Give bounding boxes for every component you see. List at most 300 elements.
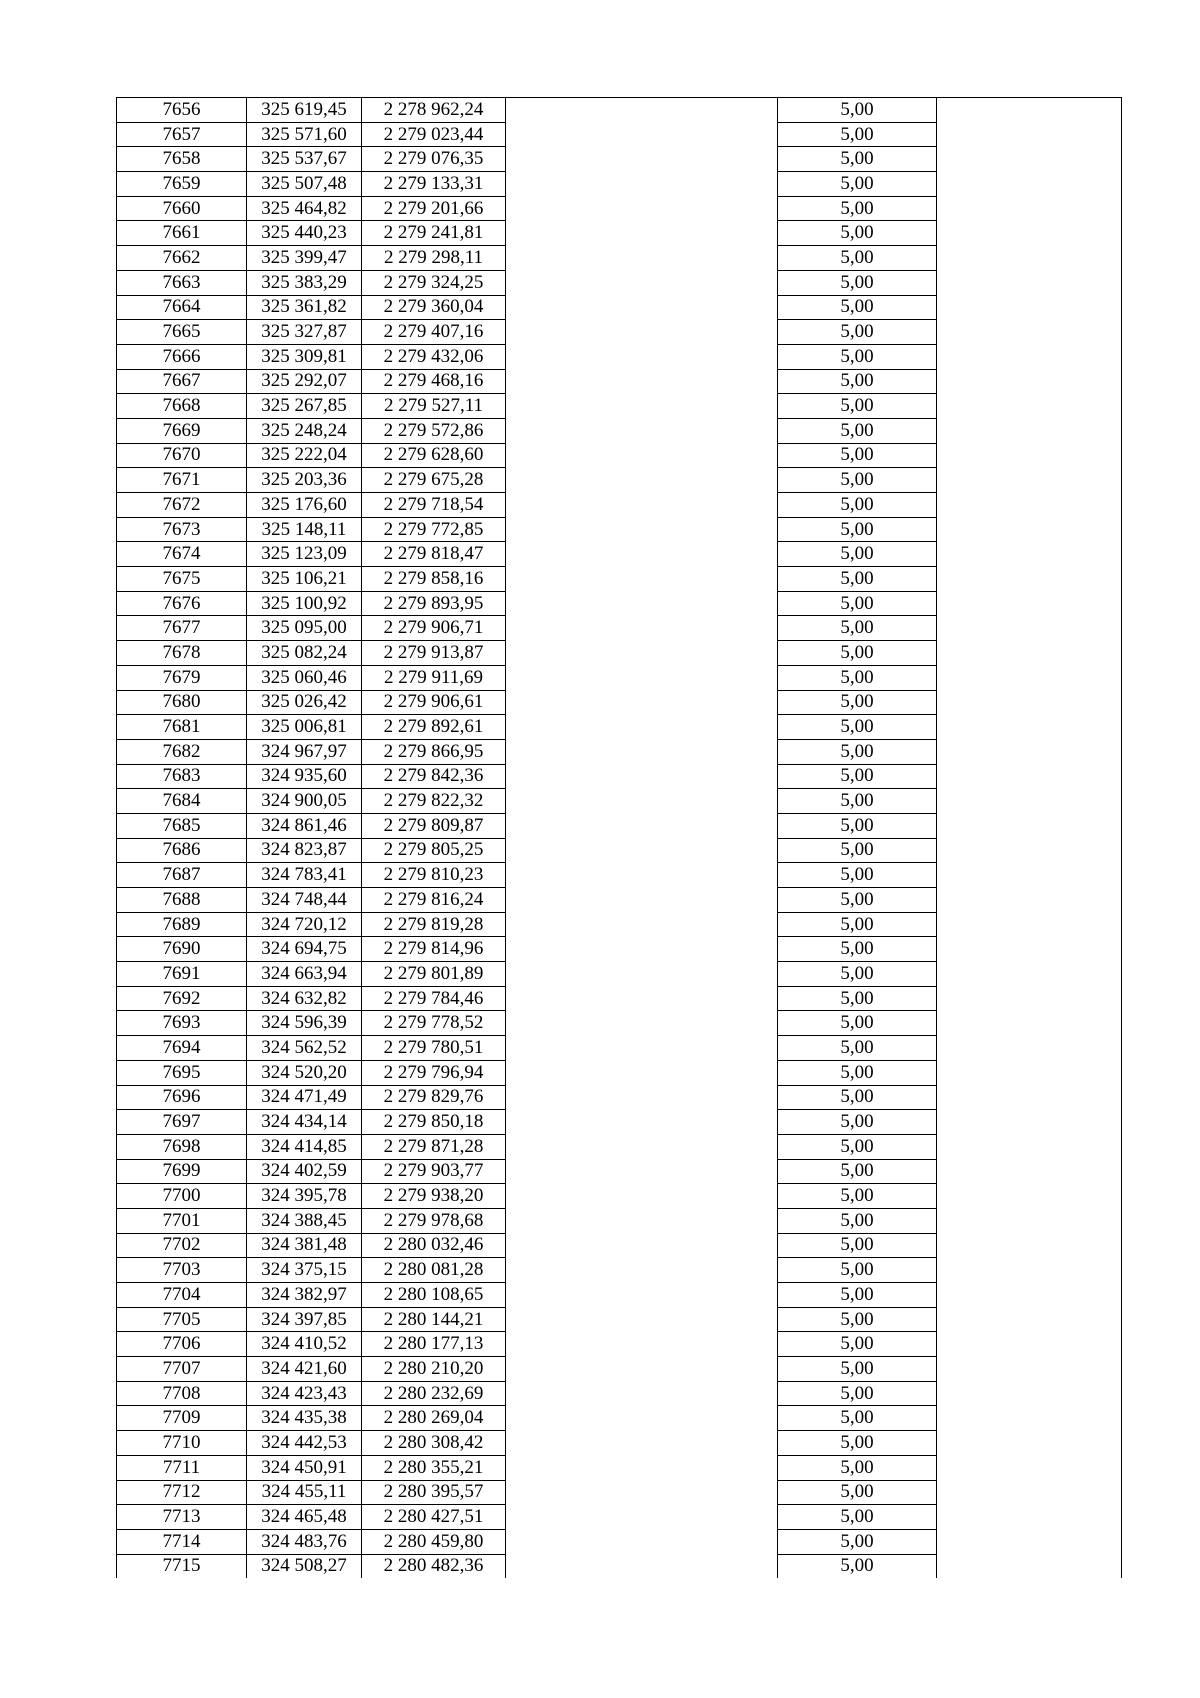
- table-row: [117, 369, 1122, 394]
- table-row: [117, 1159, 1122, 1184]
- x-coordinate-cell: 324 596,39: [247, 1011, 362, 1036]
- blank-cell: [506, 641, 778, 666]
- y-coordinate-cell: 2 279 818,47: [362, 542, 506, 567]
- point-number-cell: 7673: [117, 517, 247, 542]
- x-coordinate-cell: 325 464,82: [247, 196, 362, 221]
- x-coordinate-cell: 324 414,85: [247, 1134, 362, 1159]
- point-number-cell: 7699: [117, 1159, 247, 1184]
- x-coordinate-cell: 324 720,12: [247, 912, 362, 937]
- point-number-cell: 7707: [117, 1357, 247, 1382]
- y-coordinate-cell: 2 279 892,61: [362, 715, 506, 740]
- x-coordinate-cell: 325 203,36: [247, 468, 362, 493]
- table-row: [117, 1431, 1122, 1456]
- point-number-cell: 7686: [117, 838, 247, 863]
- y-coordinate-cell: 2 279 913,87: [362, 641, 506, 666]
- point-number-cell: 7659: [117, 172, 247, 197]
- blank-cell: [506, 344, 778, 369]
- point-number-cell: 7698: [117, 1134, 247, 1159]
- y-coordinate-cell: 2 280 308,42: [362, 1431, 506, 1456]
- blank-cell: [506, 690, 778, 715]
- value-cell: 5,00: [778, 715, 937, 740]
- point-number-cell: 7701: [117, 1208, 247, 1233]
- blank-cell: [506, 1431, 778, 1456]
- point-number-cell: 7702: [117, 1233, 247, 1258]
- value-cell: 5,00: [778, 443, 937, 468]
- table-row: [117, 665, 1122, 690]
- x-coordinate-cell: 324 381,48: [247, 1233, 362, 1258]
- y-coordinate-cell: 2 279 816,24: [362, 888, 506, 913]
- x-coordinate-cell: 324 397,85: [247, 1307, 362, 1332]
- value-cell: 5,00: [778, 1184, 937, 1209]
- y-coordinate-cell: 2 279 201,66: [362, 196, 506, 221]
- x-coordinate-cell: 324 455,11: [247, 1480, 362, 1505]
- value-cell: 5,00: [778, 1455, 937, 1480]
- y-coordinate-cell: 2 280 427,51: [362, 1505, 506, 1530]
- blank-cell: [937, 986, 1122, 1011]
- blank-cell: [937, 517, 1122, 542]
- blank-cell: [937, 1332, 1122, 1357]
- blank-cell: [506, 147, 778, 172]
- x-coordinate-cell: 325 327,87: [247, 320, 362, 345]
- point-number-cell: 7669: [117, 418, 247, 443]
- blank-cell: [937, 172, 1122, 197]
- table-row: [117, 98, 1122, 123]
- y-coordinate-cell: 2 279 858,16: [362, 567, 506, 592]
- blank-cell: [506, 542, 778, 567]
- table-row: [117, 616, 1122, 641]
- value-cell: 5,00: [778, 221, 937, 246]
- blank-cell: [506, 616, 778, 641]
- point-number-cell: 7703: [117, 1258, 247, 1283]
- value-cell: 5,00: [778, 1036, 937, 1061]
- x-coordinate-cell: 324 900,05: [247, 789, 362, 814]
- x-coordinate-cell: 324 783,41: [247, 863, 362, 888]
- value-cell: 5,00: [778, 739, 937, 764]
- blank-cell: [506, 1036, 778, 1061]
- y-coordinate-cell: 2 279 718,54: [362, 493, 506, 518]
- y-coordinate-cell: 2 279 911,69: [362, 665, 506, 690]
- table-row: [117, 690, 1122, 715]
- blank-cell: [937, 1208, 1122, 1233]
- table-row: [117, 221, 1122, 246]
- point-number-cell: 7708: [117, 1381, 247, 1406]
- table-row: [117, 813, 1122, 838]
- value-cell: 5,00: [778, 344, 937, 369]
- blank-cell: [937, 1406, 1122, 1431]
- table-row: [117, 1505, 1122, 1530]
- blank-cell: [506, 1085, 778, 1110]
- value-cell: 5,00: [778, 962, 937, 987]
- blank-cell: [506, 665, 778, 690]
- value-cell: 5,00: [778, 1208, 937, 1233]
- x-coordinate-cell: 325 267,85: [247, 394, 362, 419]
- x-coordinate-cell: 324 508,27: [247, 1554, 362, 1578]
- blank-cell: [937, 764, 1122, 789]
- value-cell: 5,00: [778, 1011, 937, 1036]
- value-cell: 5,00: [778, 418, 937, 443]
- value-cell: 5,00: [778, 1060, 937, 1085]
- blank-cell: [937, 715, 1122, 740]
- point-number-cell: 7714: [117, 1529, 247, 1554]
- blank-cell: [506, 517, 778, 542]
- blank-cell: [506, 270, 778, 295]
- x-coordinate-cell: 325 123,09: [247, 542, 362, 567]
- blank-cell: [937, 493, 1122, 518]
- blank-cell: [506, 567, 778, 592]
- y-coordinate-cell: 2 280 232,69: [362, 1381, 506, 1406]
- x-coordinate-cell: 325 176,60: [247, 493, 362, 518]
- coordinates-table: [116, 97, 1122, 1578]
- value-cell: 5,00: [778, 863, 937, 888]
- blank-cell: [937, 1431, 1122, 1456]
- blank-cell: [937, 1110, 1122, 1135]
- table-row: [117, 863, 1122, 888]
- x-coordinate-cell: 325 100,92: [247, 591, 362, 616]
- blank-cell: [937, 962, 1122, 987]
- y-coordinate-cell: 2 279 822,32: [362, 789, 506, 814]
- value-cell: 5,00: [778, 888, 937, 913]
- table-row: [117, 888, 1122, 913]
- blank-cell: [506, 493, 778, 518]
- point-number-cell: 7713: [117, 1505, 247, 1530]
- blank-cell: [506, 1233, 778, 1258]
- point-number-cell: 7675: [117, 567, 247, 592]
- x-coordinate-cell: 324 410,52: [247, 1332, 362, 1357]
- y-coordinate-cell: 2 279 906,71: [362, 616, 506, 641]
- y-coordinate-cell: 2 279 893,95: [362, 591, 506, 616]
- y-coordinate-cell: 2 279 298,11: [362, 246, 506, 271]
- blank-cell: [937, 1159, 1122, 1184]
- x-coordinate-cell: 324 375,15: [247, 1258, 362, 1283]
- y-coordinate-cell: 2 280 269,04: [362, 1406, 506, 1431]
- blank-cell: [506, 1307, 778, 1332]
- point-number-cell: 7663: [117, 270, 247, 295]
- y-coordinate-cell: 2 278 962,24: [362, 98, 506, 123]
- x-coordinate-cell: 325 440,23: [247, 221, 362, 246]
- table-row: [117, 1208, 1122, 1233]
- blank-cell: [937, 1258, 1122, 1283]
- blank-cell: [506, 468, 778, 493]
- blank-cell: [506, 122, 778, 147]
- point-number-cell: 7662: [117, 246, 247, 271]
- value-cell: 5,00: [778, 1381, 937, 1406]
- value-cell: 5,00: [778, 690, 937, 715]
- x-coordinate-cell: 324 694,75: [247, 937, 362, 962]
- x-coordinate-cell: 324 450,91: [247, 1455, 362, 1480]
- value-cell: 5,00: [778, 1085, 937, 1110]
- blank-cell: [506, 789, 778, 814]
- x-coordinate-cell: 325 537,67: [247, 147, 362, 172]
- point-number-cell: 7685: [117, 813, 247, 838]
- y-coordinate-cell: 2 279 324,25: [362, 270, 506, 295]
- blank-cell: [506, 1060, 778, 1085]
- x-coordinate-cell: 324 434,14: [247, 1110, 362, 1135]
- blank-cell: [506, 1332, 778, 1357]
- x-coordinate-cell: 324 442,53: [247, 1431, 362, 1456]
- table-row: [117, 542, 1122, 567]
- table-row: [117, 1134, 1122, 1159]
- y-coordinate-cell: 2 279 133,31: [362, 172, 506, 197]
- blank-cell: [506, 1554, 778, 1578]
- value-cell: 5,00: [778, 517, 937, 542]
- blank-cell: [937, 295, 1122, 320]
- blank-cell: [506, 1184, 778, 1209]
- blank-cell: [937, 1085, 1122, 1110]
- point-number-cell: 7688: [117, 888, 247, 913]
- blank-cell: [937, 1455, 1122, 1480]
- value-cell: 5,00: [778, 1332, 937, 1357]
- table-row: [117, 344, 1122, 369]
- point-number-cell: 7692: [117, 986, 247, 1011]
- x-coordinate-cell: 325 060,46: [247, 665, 362, 690]
- point-number-cell: 7665: [117, 320, 247, 345]
- y-coordinate-cell: 2 279 780,51: [362, 1036, 506, 1061]
- value-cell: 5,00: [778, 1283, 937, 1308]
- y-coordinate-cell: 2 279 675,28: [362, 468, 506, 493]
- value-cell: 5,00: [778, 320, 937, 345]
- blank-cell: [506, 98, 778, 123]
- table-row: [117, 986, 1122, 1011]
- x-coordinate-cell: 324 935,60: [247, 764, 362, 789]
- y-coordinate-cell: 2 279 796,94: [362, 1060, 506, 1085]
- value-cell: 5,00: [778, 493, 937, 518]
- point-number-cell: 7691: [117, 962, 247, 987]
- table-row: [117, 172, 1122, 197]
- y-coordinate-cell: 2 280 144,21: [362, 1307, 506, 1332]
- value-cell: 5,00: [778, 641, 937, 666]
- value-cell: 5,00: [778, 172, 937, 197]
- value-cell: 5,00: [778, 1505, 937, 1530]
- y-coordinate-cell: 2 280 482,36: [362, 1554, 506, 1578]
- table-row: [117, 1233, 1122, 1258]
- blank-cell: [937, 813, 1122, 838]
- y-coordinate-cell: 2 280 355,21: [362, 1455, 506, 1480]
- y-coordinate-cell: 2 279 805,25: [362, 838, 506, 863]
- y-coordinate-cell: 2 280 177,13: [362, 1332, 506, 1357]
- x-coordinate-cell: 324 748,44: [247, 888, 362, 913]
- table-row: [117, 1184, 1122, 1209]
- point-number-cell: 7694: [117, 1036, 247, 1061]
- y-coordinate-cell: 2 279 572,86: [362, 418, 506, 443]
- y-coordinate-cell: 2 279 801,89: [362, 962, 506, 987]
- x-coordinate-cell: 325 082,24: [247, 641, 362, 666]
- point-number-cell: 7656: [117, 98, 247, 123]
- blank-cell: [506, 962, 778, 987]
- x-coordinate-cell: 325 383,29: [247, 270, 362, 295]
- y-coordinate-cell: 2 279 903,77: [362, 1159, 506, 1184]
- blank-cell: [506, 912, 778, 937]
- table-row: [117, 1283, 1122, 1308]
- blank-cell: [937, 443, 1122, 468]
- blank-cell: [506, 1283, 778, 1308]
- blank-cell: [937, 98, 1122, 123]
- blank-cell: [506, 1011, 778, 1036]
- blank-cell: [506, 813, 778, 838]
- blank-cell: [937, 641, 1122, 666]
- y-coordinate-cell: 2 279 810,23: [362, 863, 506, 888]
- table-row: [117, 295, 1122, 320]
- point-number-cell: 7705: [117, 1307, 247, 1332]
- blank-cell: [937, 196, 1122, 221]
- table-row: [117, 1554, 1122, 1578]
- y-coordinate-cell: 2 280 459,80: [362, 1529, 506, 1554]
- blank-cell: [506, 1159, 778, 1184]
- blank-cell: [506, 863, 778, 888]
- blank-cell: [937, 147, 1122, 172]
- point-number-cell: 7658: [117, 147, 247, 172]
- y-coordinate-cell: 2 279 076,35: [362, 147, 506, 172]
- point-number-cell: 7664: [117, 295, 247, 320]
- y-coordinate-cell: 2 279 241,81: [362, 221, 506, 246]
- blank-cell: [937, 1357, 1122, 1382]
- y-coordinate-cell: 2 279 938,20: [362, 1184, 506, 1209]
- table-row: [117, 1110, 1122, 1135]
- point-number-cell: 7697: [117, 1110, 247, 1135]
- point-number-cell: 7711: [117, 1455, 247, 1480]
- blank-cell: [506, 1480, 778, 1505]
- value-cell: 5,00: [778, 986, 937, 1011]
- x-coordinate-cell: 324 663,94: [247, 962, 362, 987]
- value-cell: 5,00: [778, 665, 937, 690]
- table-row: [117, 641, 1122, 666]
- value-cell: 5,00: [778, 838, 937, 863]
- value-cell: 5,00: [778, 1357, 937, 1382]
- value-cell: 5,00: [778, 1110, 937, 1135]
- point-number-cell: 7687: [117, 863, 247, 888]
- blank-cell: [506, 1529, 778, 1554]
- blank-cell: [506, 591, 778, 616]
- point-number-cell: 7657: [117, 122, 247, 147]
- blank-cell: [937, 567, 1122, 592]
- x-coordinate-cell: 325 292,07: [247, 369, 362, 394]
- blank-cell: [506, 1406, 778, 1431]
- x-coordinate-cell: 325 309,81: [247, 344, 362, 369]
- y-coordinate-cell: 2 279 829,76: [362, 1085, 506, 1110]
- table-row: [117, 196, 1122, 221]
- blank-cell: [937, 1505, 1122, 1530]
- point-number-cell: 7712: [117, 1480, 247, 1505]
- table-row: [117, 591, 1122, 616]
- y-coordinate-cell: 2 279 814,96: [362, 937, 506, 962]
- table-row: [117, 1332, 1122, 1357]
- table-row: [117, 1529, 1122, 1554]
- point-number-cell: 7667: [117, 369, 247, 394]
- x-coordinate-cell: 325 399,47: [247, 246, 362, 271]
- blank-cell: [506, 739, 778, 764]
- value-cell: 5,00: [778, 1529, 937, 1554]
- blank-cell: [937, 320, 1122, 345]
- y-coordinate-cell: 2 279 527,11: [362, 394, 506, 419]
- table-row: [117, 912, 1122, 937]
- value-cell: 5,00: [778, 98, 937, 123]
- blank-cell: [506, 1258, 778, 1283]
- blank-cell: [937, 1283, 1122, 1308]
- value-cell: 5,00: [778, 270, 937, 295]
- x-coordinate-cell: 324 632,82: [247, 986, 362, 1011]
- blank-cell: [937, 1011, 1122, 1036]
- value-cell: 5,00: [778, 1554, 937, 1578]
- x-coordinate-cell: 324 423,43: [247, 1381, 362, 1406]
- table-row: [117, 147, 1122, 172]
- y-coordinate-cell: 2 279 023,44: [362, 122, 506, 147]
- blank-cell: [937, 937, 1122, 962]
- point-number-cell: 7678: [117, 641, 247, 666]
- blank-cell: [937, 789, 1122, 814]
- x-coordinate-cell: 325 222,04: [247, 443, 362, 468]
- value-cell: 5,00: [778, 1233, 937, 1258]
- y-coordinate-cell: 2 279 628,60: [362, 443, 506, 468]
- blank-cell: [937, 690, 1122, 715]
- y-coordinate-cell: 2 279 842,36: [362, 764, 506, 789]
- point-number-cell: 7704: [117, 1283, 247, 1308]
- point-number-cell: 7660: [117, 196, 247, 221]
- blank-cell: [506, 986, 778, 1011]
- table-row: [117, 246, 1122, 271]
- point-number-cell: 7715: [117, 1554, 247, 1578]
- x-coordinate-cell: 324 562,52: [247, 1036, 362, 1061]
- point-number-cell: 7689: [117, 912, 247, 937]
- value-cell: 5,00: [778, 912, 937, 937]
- y-coordinate-cell: 2 279 866,95: [362, 739, 506, 764]
- y-coordinate-cell: 2 279 432,06: [362, 344, 506, 369]
- table-row: [117, 394, 1122, 419]
- y-coordinate-cell: 2 279 407,16: [362, 320, 506, 345]
- value-cell: 5,00: [778, 394, 937, 419]
- x-coordinate-cell: 324 435,38: [247, 1406, 362, 1431]
- blank-cell: [937, 1060, 1122, 1085]
- x-coordinate-cell: 324 388,45: [247, 1208, 362, 1233]
- blank-cell: [506, 1381, 778, 1406]
- table-row: [117, 1085, 1122, 1110]
- blank-cell: [506, 1208, 778, 1233]
- y-coordinate-cell: 2 280 108,65: [362, 1283, 506, 1308]
- blank-cell: [937, 1529, 1122, 1554]
- x-coordinate-cell: 324 861,46: [247, 813, 362, 838]
- table-row: [117, 493, 1122, 518]
- x-coordinate-cell: 325 006,81: [247, 715, 362, 740]
- value-cell: 5,00: [778, 369, 937, 394]
- point-number-cell: 7672: [117, 493, 247, 518]
- blank-cell: [937, 665, 1122, 690]
- x-coordinate-cell: 325 507,48: [247, 172, 362, 197]
- value-cell: 5,00: [778, 1431, 937, 1456]
- table-body: [117, 98, 1122, 1579]
- table-row: [117, 567, 1122, 592]
- x-coordinate-cell: 325 106,21: [247, 567, 362, 592]
- point-number-cell: 7710: [117, 1431, 247, 1456]
- blank-cell: [937, 221, 1122, 246]
- y-coordinate-cell: 2 280 032,46: [362, 1233, 506, 1258]
- value-cell: 5,00: [778, 196, 937, 221]
- blank-cell: [937, 591, 1122, 616]
- table-row: [117, 1011, 1122, 1036]
- y-coordinate-cell: 2 280 081,28: [362, 1258, 506, 1283]
- blank-cell: [506, 1357, 778, 1382]
- point-number-cell: 7681: [117, 715, 247, 740]
- blank-cell: [937, 912, 1122, 937]
- blank-cell: [937, 1233, 1122, 1258]
- y-coordinate-cell: 2 279 906,61: [362, 690, 506, 715]
- x-coordinate-cell: 325 095,00: [247, 616, 362, 641]
- point-number-cell: 7693: [117, 1011, 247, 1036]
- point-number-cell: 7696: [117, 1085, 247, 1110]
- blank-cell: [937, 888, 1122, 913]
- point-number-cell: 7700: [117, 1184, 247, 1209]
- blank-cell: [506, 196, 778, 221]
- blank-cell: [937, 739, 1122, 764]
- table-row: [117, 937, 1122, 962]
- x-coordinate-cell: 324 402,59: [247, 1159, 362, 1184]
